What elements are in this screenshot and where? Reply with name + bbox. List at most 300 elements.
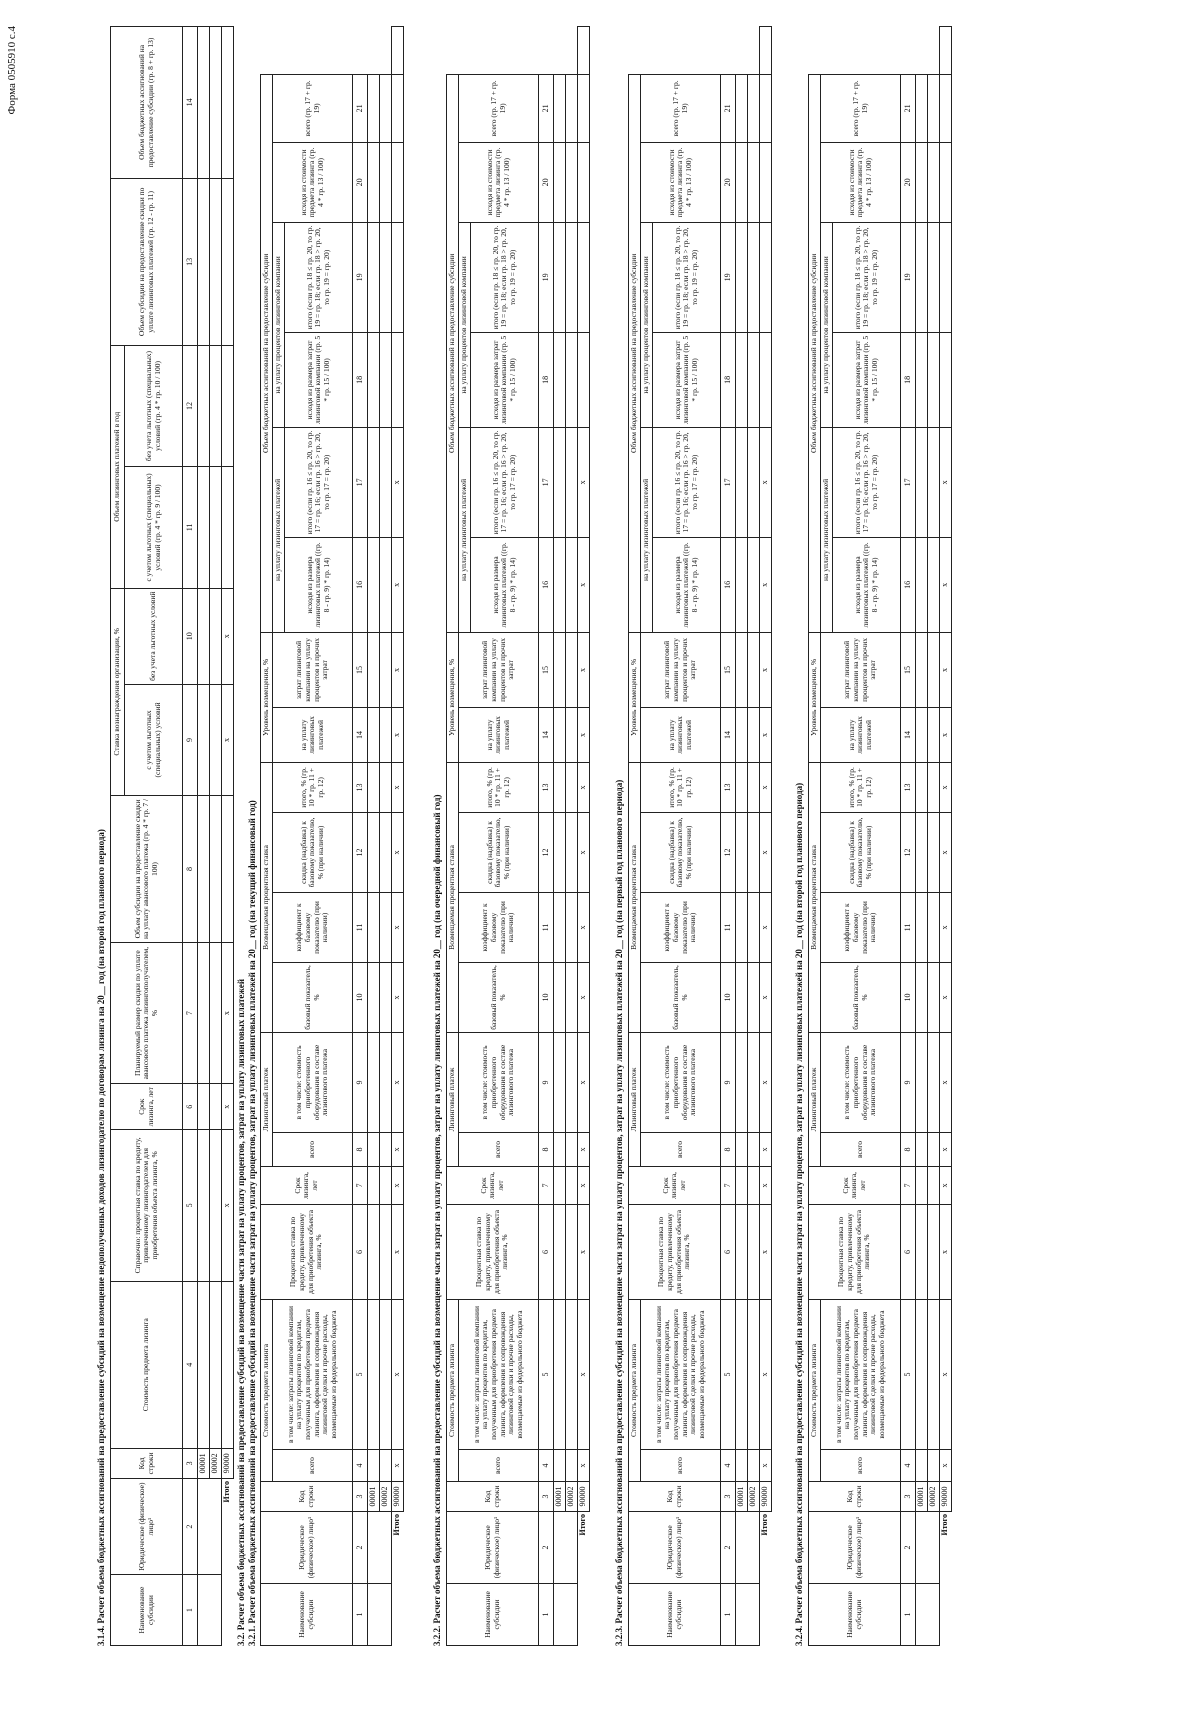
cell[interactable] (368, 812, 380, 892)
col-num: 3 (901, 1482, 916, 1512)
cell[interactable] (916, 1450, 928, 1482)
cell[interactable] (368, 1450, 380, 1482)
cell[interactable] (198, 27, 210, 179)
cell[interactable] (928, 1032, 940, 1132)
cell[interactable] (368, 74, 380, 142)
cell[interactable] (380, 962, 392, 1032)
x-mark: x (578, 427, 590, 537)
col-legal-entity: Юридическое (физическое) лицо¹ (629, 1512, 721, 1584)
col-num: 14 (539, 707, 554, 762)
cell[interactable] (748, 427, 760, 537)
col-legal-entity: Юридическое (физическое) лицо¹ (809, 1512, 901, 1584)
cell[interactable] (554, 632, 566, 707)
col-num: 10 (721, 962, 736, 1032)
cell[interactable] (928, 762, 940, 812)
cell[interactable] (222, 1281, 234, 1448)
cell[interactable] (940, 222, 952, 332)
cell[interactable] (198, 1479, 222, 1575)
cell[interactable] (368, 332, 380, 427)
cell[interactable] (368, 1299, 380, 1449)
cell[interactable] (940, 332, 952, 427)
col-coefficient: коэффициент к базовому показателю (при наличии) (641, 892, 721, 962)
col-num: 19 (539, 222, 554, 332)
x-mark: x (940, 892, 952, 962)
cell[interactable] (210, 1084, 222, 1130)
cell[interactable] (928, 74, 940, 142)
col-interest-subtotal: итого (если гр. 18 ≤ гр. 20, то гр. 19 = гр. 18; если гр. 18 > гр. 20, то гр. 19 = гр. 20) (653, 222, 721, 332)
cell[interactable] (392, 142, 404, 222)
cell[interactable] (748, 74, 760, 142)
cell[interactable] (916, 332, 928, 427)
cell[interactable] (222, 796, 234, 943)
cell[interactable] (566, 892, 578, 962)
cell[interactable] (736, 762, 748, 812)
cell[interactable] (736, 1512, 760, 1584)
cell[interactable] (380, 707, 392, 762)
cell[interactable] (748, 332, 760, 427)
cell[interactable] (916, 892, 928, 962)
cell[interactable] (566, 1299, 578, 1449)
cell[interactable] (566, 537, 578, 632)
cell[interactable] (380, 1132, 392, 1166)
col-group-allocation-volume: Объем бюджетных ассигнований на предоставление субсидии (809, 74, 821, 632)
table-row (554, 27, 566, 1646)
cell[interactable] (210, 942, 222, 1084)
cell[interactable] (928, 332, 940, 427)
cell[interactable] (368, 1584, 392, 1646)
cell[interactable] (748, 1299, 760, 1449)
col-num: 1 (539, 1584, 554, 1646)
col-row-code: Код строки (447, 1482, 539, 1512)
cell[interactable] (928, 707, 940, 762)
cell[interactable] (736, 1204, 748, 1299)
col-row-code: Код строки (261, 1482, 353, 1512)
cell[interactable] (368, 707, 380, 762)
total-code: 90000 (392, 1482, 404, 1512)
col-credit-rate: Справочно: процентная ставка по кредиту, привлеченному лизингодателем для приобретения объекта лизинга, % (111, 1129, 183, 1281)
cell[interactable] (928, 1166, 940, 1204)
col-subsidy-name: Наименование субсидии (809, 1584, 901, 1646)
cell[interactable] (554, 74, 566, 142)
cell[interactable] (748, 632, 760, 707)
cell[interactable] (392, 222, 404, 332)
cell[interactable] (566, 962, 578, 1032)
cell[interactable] (210, 345, 222, 466)
cell[interactable] (748, 812, 760, 892)
cell[interactable] (916, 427, 928, 537)
cell[interactable] (368, 892, 380, 962)
cell[interactable] (380, 812, 392, 892)
form-reference: Форма 0505910 с.4 (6, 26, 18, 115)
cell[interactable] (554, 762, 566, 812)
cell[interactable] (748, 762, 760, 812)
col-num: 4 (539, 1450, 554, 1482)
col-num: 6 (539, 1204, 554, 1299)
section-title: 3.1.4. Расчет объема бюджетных ассигнований на предоставление субсидий на возмещение недополученных доходов лизингодателю по договорам лизинга на 20__ год (на второй год планового периода) (96, 829, 106, 1646)
cell[interactable] (368, 222, 380, 332)
cell[interactable] (566, 762, 578, 812)
x-mark: x (760, 1299, 772, 1449)
col-legal-entity: Юридическое (физическое) лицо¹ (111, 1479, 183, 1575)
cell[interactable] (916, 537, 928, 632)
cell[interactable] (760, 332, 772, 427)
col-lease-subtotal: итого (если гр. 16 ≤ гр. 20, то гр. 17 = гр. 16; если гр. 16 > гр. 20, то гр. 17 = гр. 20) (653, 427, 721, 537)
cell[interactable] (554, 1512, 578, 1584)
cell[interactable] (748, 142, 760, 222)
cell[interactable] (736, 1032, 748, 1132)
cell[interactable] (380, 1204, 392, 1299)
cell[interactable] (928, 812, 940, 892)
cell[interactable] (222, 345, 234, 466)
cell[interactable] (916, 1204, 928, 1299)
cell[interactable] (380, 1166, 392, 1204)
x-mark: x (940, 812, 952, 892)
cell[interactable] (760, 222, 772, 332)
total-code: 90000 (578, 1482, 590, 1512)
cell[interactable] (368, 537, 380, 632)
cell[interactable] (928, 632, 940, 707)
cell[interactable] (916, 1512, 940, 1584)
cell[interactable] (566, 142, 578, 222)
x-mark: x (578, 1204, 590, 1299)
cell[interactable] (748, 537, 760, 632)
cell[interactable] (748, 1204, 760, 1299)
cell[interactable] (210, 1129, 222, 1281)
cell[interactable] (916, 222, 928, 332)
cell[interactable] (748, 1450, 760, 1482)
col-num: 5 (901, 1299, 916, 1449)
cell[interactable] (554, 707, 566, 762)
cell[interactable] (916, 707, 928, 762)
col-num: 12 (901, 812, 916, 892)
cell[interactable] (222, 178, 234, 345)
cell[interactable] (736, 707, 748, 762)
x-mark: x (578, 762, 590, 812)
cell[interactable] (380, 892, 392, 962)
cell[interactable] (736, 632, 748, 707)
cell[interactable] (368, 1032, 380, 1132)
cell[interactable] (554, 537, 566, 632)
cell[interactable] (198, 1129, 210, 1281)
x-mark: x (222, 942, 234, 1084)
cell[interactable] (566, 222, 578, 332)
cell[interactable] (928, 962, 940, 1032)
cell[interactable] (916, 74, 928, 142)
cell[interactable] (578, 222, 590, 332)
column-numbers-row (183, 27, 198, 1646)
cell[interactable] (566, 427, 578, 537)
cell[interactable] (554, 1450, 566, 1482)
cell[interactable] (928, 1132, 940, 1166)
cell[interactable] (566, 74, 578, 142)
cell[interactable] (198, 1575, 222, 1646)
col-from-cost: исходя из стоимости предмета лизинга (гр. 4 * гр. 13 / 100) (821, 142, 901, 222)
col-coefficient: коэффициент к базовому показателю (при наличии) (273, 892, 353, 962)
cell[interactable] (916, 1584, 940, 1646)
x-mark: x (392, 427, 404, 537)
cell[interactable] (392, 74, 404, 142)
cell[interactable] (928, 222, 940, 332)
cell[interactable] (578, 142, 590, 222)
cell[interactable] (916, 142, 928, 222)
col-num: 6 (901, 1204, 916, 1299)
col-num: 10 (353, 962, 368, 1032)
x-mark: x (760, 1450, 772, 1482)
cell[interactable] (380, 222, 392, 332)
col-num: 13 (721, 762, 736, 812)
cell[interactable] (566, 1204, 578, 1299)
col-num: 20 (721, 142, 736, 222)
x-mark: x (940, 1204, 952, 1299)
cell[interactable] (222, 27, 234, 179)
x-mark: x (578, 1450, 590, 1482)
col-num: 7 (721, 1166, 736, 1204)
cell[interactable] (210, 796, 222, 943)
x-mark: x (940, 1032, 952, 1132)
x-mark: x (578, 632, 590, 707)
cell[interactable] (928, 1204, 940, 1299)
cell[interactable] (566, 812, 578, 892)
cell[interactable] (566, 1166, 578, 1204)
cell[interactable] (736, 74, 748, 142)
total-label: Итого (578, 1514, 588, 1536)
cell[interactable] (380, 632, 392, 707)
cell[interactable] (748, 962, 760, 1032)
x-mark: x (760, 632, 772, 707)
cell[interactable] (380, 537, 392, 632)
col-num: 3 (539, 1482, 554, 1512)
cell[interactable] (392, 332, 404, 427)
cell[interactable] (748, 707, 760, 762)
cell[interactable] (916, 962, 928, 1032)
cell[interactable] (578, 27, 590, 75)
cell[interactable] (736, 1584, 760, 1646)
total-row (940, 27, 952, 1646)
col-group-lease-cost: Стоимость предмета лизинга (261, 1299, 273, 1481)
cell[interactable] (736, 1450, 748, 1482)
cell[interactable] (198, 1281, 210, 1448)
cell[interactable] (380, 1299, 392, 1449)
col-grand-total: всего (гр. 17 + гр. 19) (821, 74, 901, 142)
col-interest-subtotal: итого (если гр. 18 ≤ гр. 20, то гр. 19 = гр. 18; если гр. 18 > гр. 20, то гр. 19 = гр. 20) (285, 222, 353, 332)
cell[interactable] (566, 707, 578, 762)
col-level-interest: затрат лизинговой компании на уплату процентов и прочих затрат (641, 632, 721, 707)
cell[interactable] (198, 345, 210, 466)
cell[interactable] (748, 892, 760, 962)
cell[interactable] (198, 684, 210, 795)
cell[interactable] (554, 332, 566, 427)
section-3-2-4 (794, 26, 952, 1646)
cell[interactable] (368, 1204, 380, 1299)
cell[interactable] (566, 632, 578, 707)
col-num: 18 (539, 332, 554, 427)
row-code: 00001 (554, 1482, 566, 1512)
col-num: 16 (721, 537, 736, 632)
cell[interactable] (554, 222, 566, 332)
col-from-payments: исходя из размера лизинговых платежей ((гр. 8 - гр. 9) * гр. 14) (653, 537, 721, 632)
cell[interactable] (368, 762, 380, 812)
x-mark: x (392, 762, 404, 812)
cell[interactable] (748, 222, 760, 332)
cell[interactable] (736, 1132, 748, 1166)
col-num: 21 (539, 74, 554, 142)
cell[interactable] (368, 427, 380, 537)
cell[interactable] (578, 332, 590, 427)
total-label: Итого (392, 1514, 402, 1536)
cell[interactable] (554, 1204, 566, 1299)
cell[interactable] (940, 27, 952, 75)
cell[interactable] (554, 142, 566, 222)
col-num: 21 (721, 74, 736, 142)
x-mark: x (578, 1166, 590, 1204)
col-num: 2 (539, 1512, 554, 1584)
cell[interactable] (928, 537, 940, 632)
cell[interactable] (566, 332, 578, 427)
cell[interactable] (736, 537, 748, 632)
col-num: 6 (183, 1084, 198, 1130)
col-credit-rate: Процентная ставка по кредиту, привлеченному для приобретения объекта лизинга, % (629, 1204, 721, 1299)
cell[interactable] (916, 1032, 928, 1132)
cell[interactable] (380, 142, 392, 222)
cell[interactable] (392, 27, 404, 75)
cell[interactable] (210, 684, 222, 795)
cell[interactable] (916, 1132, 928, 1166)
cell[interactable] (566, 1032, 578, 1132)
cell[interactable] (368, 1132, 380, 1166)
cell[interactable] (916, 762, 928, 812)
cell[interactable] (198, 942, 210, 1084)
cell[interactable] (210, 588, 222, 684)
cell[interactable] (760, 27, 772, 75)
col-num: 11 (901, 892, 916, 962)
col-subsidy-name: Наименование субсидии (261, 1584, 353, 1646)
cell[interactable] (222, 467, 234, 588)
cell[interactable] (554, 1132, 566, 1166)
col-payment-total: всего (821, 1132, 901, 1166)
cell[interactable] (928, 892, 940, 962)
cell[interactable] (554, 812, 566, 892)
cell[interactable] (198, 588, 210, 684)
col-num: 8 (183, 796, 198, 943)
cell[interactable] (198, 1084, 210, 1130)
cell[interactable] (736, 812, 748, 892)
col-rate-total: итого, % (гр. 10 * гр. 11 + гр. 12) (459, 762, 539, 812)
cell[interactable] (210, 178, 222, 345)
col-cost-interest: в том числе: затраты лизинговой компании на уплату процентов по кредитам, полученным для приобретения предмета лизинга, оформления и сопровождения лизинговой сделки и прочие расходы, возмещаемые из федерального бюджета (821, 1299, 901, 1449)
cell[interactable] (748, 1166, 760, 1204)
cell[interactable] (916, 1299, 928, 1449)
cell[interactable] (368, 1512, 392, 1584)
cell[interactable] (736, 427, 748, 537)
cell[interactable] (368, 1166, 380, 1204)
cell[interactable] (198, 467, 210, 588)
cell[interactable] (736, 1166, 748, 1204)
cell[interactable] (940, 142, 952, 222)
cell[interactable] (736, 892, 748, 962)
cell[interactable] (736, 332, 748, 427)
cell[interactable] (368, 962, 380, 1032)
cell[interactable] (916, 812, 928, 892)
cell[interactable] (748, 1032, 760, 1132)
cell[interactable] (916, 1166, 928, 1204)
spacer (222, 1575, 234, 1646)
col-num: 15 (353, 632, 368, 707)
col-row-code: Код строки (809, 1482, 901, 1512)
col-group-reimbursed-rate: Возмещаемая процентная ставка (261, 762, 273, 1032)
cell[interactable] (380, 762, 392, 812)
col-num: 10 (539, 962, 554, 1032)
col-group-lease-payment: Лизинговый платеж (261, 1032, 273, 1166)
cell[interactable] (736, 962, 748, 1032)
col-group-fee-rate: Ставка вознаграждения организации, % (111, 588, 125, 795)
cell[interactable] (554, 427, 566, 537)
cell[interactable] (748, 1132, 760, 1166)
x-mark: x (940, 707, 952, 762)
cell[interactable] (380, 427, 392, 537)
cell[interactable] (554, 1032, 566, 1132)
col-num: 10 (183, 588, 198, 684)
cell[interactable] (928, 427, 940, 537)
cell[interactable] (210, 467, 222, 588)
col-num: 16 (901, 537, 916, 632)
cell[interactable] (928, 142, 940, 222)
col-rate-total: итого, % (гр. 10 * гр. 11 + гр. 12) (641, 762, 721, 812)
cell[interactable] (940, 74, 952, 142)
x-mark: x (392, 1032, 404, 1132)
total-code: 90000 (222, 1448, 234, 1478)
cell[interactable] (760, 74, 772, 142)
cell[interactable] (554, 1166, 566, 1204)
cell[interactable] (554, 892, 566, 962)
x-mark: x (760, 537, 772, 632)
col-num: 8 (539, 1132, 554, 1166)
col-num: 16 (539, 537, 554, 632)
cell[interactable] (198, 178, 210, 345)
cell[interactable] (198, 796, 210, 943)
cell[interactable] (928, 1450, 940, 1482)
cell[interactable] (554, 962, 566, 1032)
cell[interactable] (554, 1299, 566, 1449)
cell[interactable] (380, 1032, 392, 1132)
cell[interactable] (736, 1299, 748, 1449)
col-payments-preferential: с учетом льготных (специальных) условий (гр. 4 * гр. 9 / 100) (125, 467, 183, 588)
row-code: 00002 (380, 1482, 392, 1512)
cell[interactable] (578, 74, 590, 142)
cell[interactable] (368, 632, 380, 707)
col-group-interest: на уплату процентов лизинговой компании (273, 222, 285, 427)
cell[interactable] (566, 1450, 578, 1482)
cell[interactable] (380, 332, 392, 427)
cell[interactable] (928, 1299, 940, 1449)
cell[interactable] (916, 632, 928, 707)
cell[interactable] (554, 1584, 578, 1646)
cell[interactable] (210, 1281, 222, 1448)
x-mark: x (392, 632, 404, 707)
cell[interactable] (566, 1132, 578, 1166)
col-group-lease-payment: Лизинговый платеж (629, 1032, 641, 1166)
cell[interactable] (210, 27, 222, 179)
row-code: 00001 (368, 1482, 380, 1512)
cell[interactable] (368, 142, 380, 222)
col-num: 20 (539, 142, 554, 222)
cell[interactable] (736, 142, 748, 222)
cell[interactable] (380, 1450, 392, 1482)
cell[interactable] (760, 142, 772, 222)
x-mark: x (760, 1204, 772, 1299)
spacer (392, 1584, 404, 1646)
cell[interactable] (380, 74, 392, 142)
cell[interactable] (736, 222, 748, 332)
